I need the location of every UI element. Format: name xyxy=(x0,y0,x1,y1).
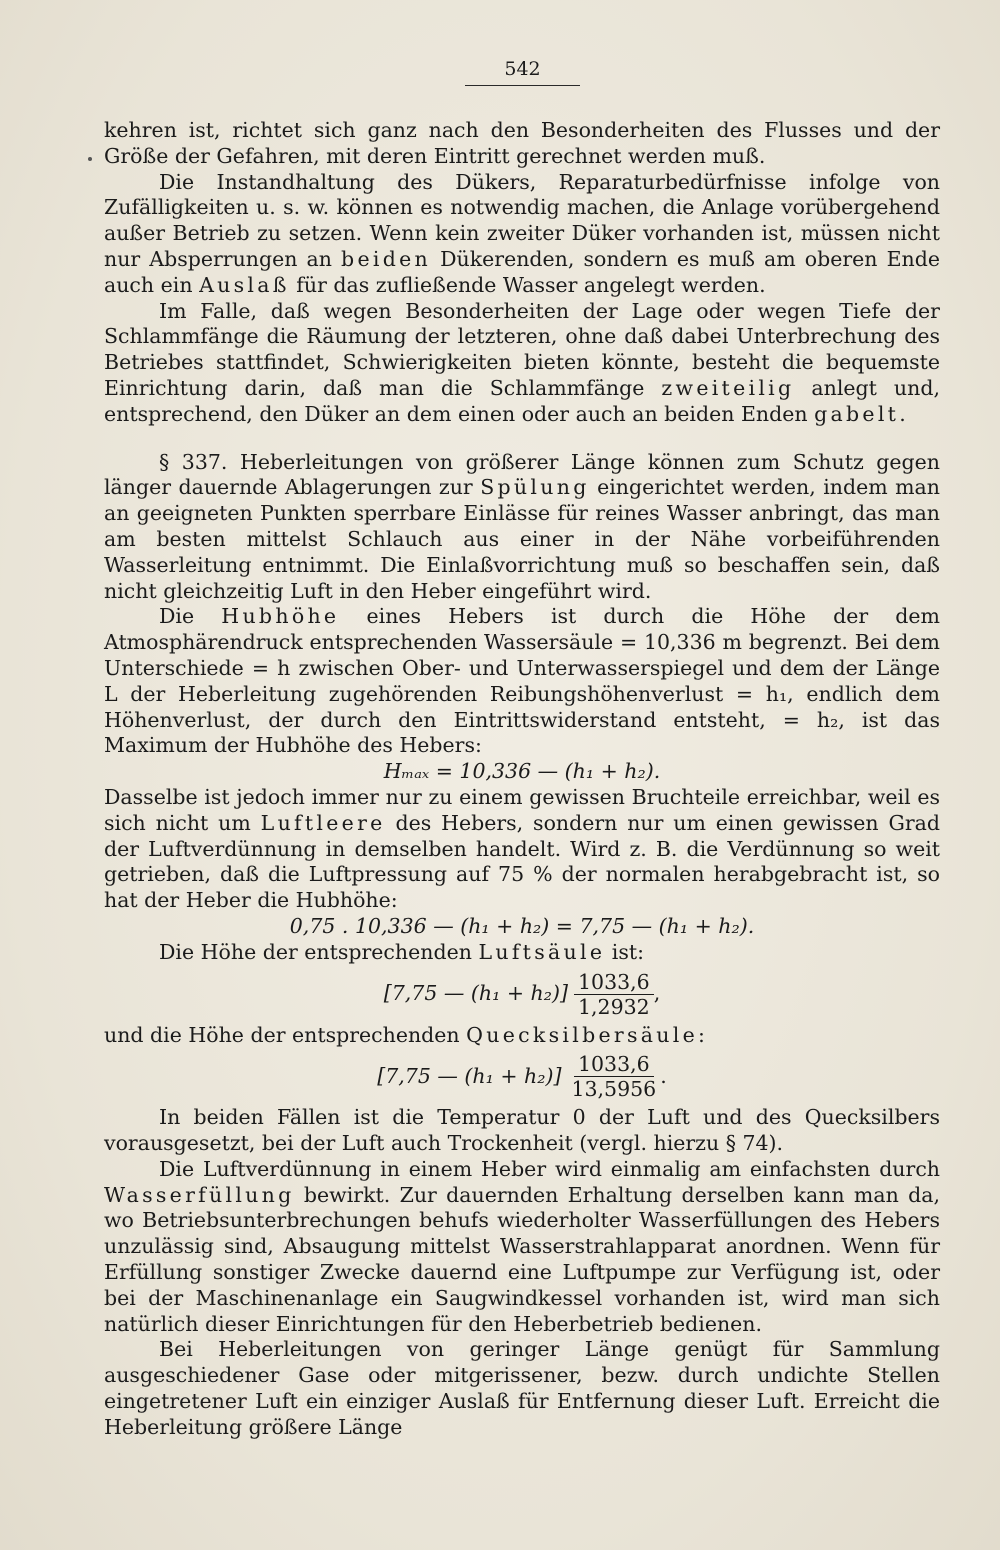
paragraph-luftleere: Dasselbe ist jedoch immer nur zu einem gewissen Bruchteile erreichbar, weil es sich nicht um Luftleere des Hebers, sondern nur um einen gewissen Grad der Luftverdünnung in demselben handelt. Wird z. B. die Verdünnung so weit getrieben, daß die Luftpressung auf 75 % der normalen herabgebracht ist, so hat der Heber die Hubhöhe: xyxy=(104,784,940,913)
body-text xyxy=(104,118,940,1441)
paragraph-luftverduennung: Die Luftverdünnung in einem Heber wird einmalig am einfachsten durch Wasserfüllung bewirkt. Zur dauernden Erhaltung derselben kann man da, wo Betriebsunterbrechungen behufs wiederholter Wasserfüllungen des Hebers unzulässig sind, Absaugung mittelst Wasserstrahlapparat anordnen. Wenn für Erfüllung sonstiger Zwecke dauernd eine Luftpumpe zur Verfügung ist, oder bei der Maschinenanlage ein Saugwindkessel vorhanden ist, wird man sich natürlich dieser Einrichtungen für den Heberbetrieb bedienen. xyxy=(104,1156,940,1336)
fraction-numerator: 1033,6 xyxy=(574,970,654,995)
paragraph-1: kehren ist, richtet sich ganz nach den Besonderheiten des Flusses und der Größe der Gefahren, mit deren Eintritt gerechnet werden muß. xyxy=(104,118,940,168)
paragraph-quecksilber: und die Höhe der entsprechenden Quecksilbersäule: xyxy=(104,1022,709,1047)
formula-quecksilber xyxy=(104,1052,940,1101)
formula-hmax: Hₘₐₓ = 10,336 — (h₁ + h₂). xyxy=(383,759,661,784)
paragraph-temperatur: In beiden Fällen ist die Temperatur 0 der Luft und des Quecksilbers vorausgesetzt, bei der Luft auch Trockenheit (vergl. hierzu § 74). xyxy=(104,1105,940,1156)
formula-quecksilber-end: . xyxy=(660,1063,667,1088)
paragraph-2: Die Instandhaltung des Dükers, Reparaturbedürfnisse infolge von Zufälligkeiten u. s. w. können es notwendig machen, die Anlage vorübergehend außer Betrieb zu setzen. Wenn kein zweiter Düker vorhanden ist, müssen nicht nur Absperrungen an beiden Dükerenden, sondern es muß am oberen Ende auch ein Auslaß für das zufließende Wasser angelegt werden. xyxy=(104,169,940,297)
formula-luftsaeule xyxy=(104,970,940,1019)
section-337-paragraph: § 337. Heberleitungen von größerer Länge können zum Schutz gegen länger dauernde Ablagerungen zur Spülung eingerichtet werden, indem man an geeigneten Punkten sperrbare Einlässe für reines Wasser anbringt, das man am besten mittelst Schlauch aus einer in der Nähe vorbeiführenden Wasserleitung entnimmt. Die Einlaßvorrichtung muß so beschaffen sein, daß nicht gleichzeitig Luft in den Heber eingeführt wird. xyxy=(104,449,940,603)
paragraph-gasauslass: Bei Heberleitungen von geringer Länge genügt für Sammlung ausgeschiedener Gase oder mitgerissener, bezw. durch undichte Stellen eingetretener Luft ein einziger Auslaß für Entfernung dieser Luft. Erreicht die Heberleitung größere Länge xyxy=(104,1337,940,1439)
page-number: 542 xyxy=(465,58,580,86)
paragraph-hubhoehe: Die Hubhöhe eines Hebers ist durch die Höhe der dem Atmosphärendruck entsprechenden Wassersäule = 10,336 m begrenzt. Bei dem Unterschiede = h zwischen Ober- und Unterwasserspiegel und dem der Länge L der Heberleitung zugehörenden Reibungshöhenverlust = h₁, endlich dem Höhenverlust, der durch den Eintrittswiderstand entsteht, = h₂, ist das Maximum der Hubhöhe des Hebers: xyxy=(104,604,940,758)
margin-mark xyxy=(88,157,92,161)
formula-hubhoehe: 0,75 . 10,336 — (h₁ + h₂) = 7,75 — (h₁ + h₂). xyxy=(289,913,755,938)
paragraph-3: Im Falle, daß wegen Besonderheiten der Lage oder wegen Tiefe der Schlammfänge die Räumung der letzteren, ohne daß dabei Unterbrechung des Betriebes stattfindet, Schwierigkeiten bieten könnte, besteht die bequemste Einrichtung darin, daß man die Schlammfänge zweiteilig anlegt und, entsprechend, den Düker an dem einen oder auch an beiden Enden gabelt. xyxy=(104,298,940,426)
formula-luftsaeule-fraction xyxy=(574,970,654,1019)
fraction-numerator: 1033,6 xyxy=(574,1052,654,1077)
fraction-denominator: 13,5956 xyxy=(571,1077,657,1102)
formula-quecksilber-lhs: [7,75 — (h₁ + h₂)] xyxy=(377,1063,562,1088)
formula-luftsaeule-end: , xyxy=(653,981,661,1006)
formula-luftsaeule-lhs: [7,75 — (h₁ + h₂)] xyxy=(383,981,568,1006)
formula-quecksilber-fraction xyxy=(567,1052,660,1101)
fraction-denominator: 1,2932 xyxy=(577,994,650,1019)
paragraph-luftsaeule: Die Höhe der entsprechenden Luftsäule ist: xyxy=(159,939,644,964)
